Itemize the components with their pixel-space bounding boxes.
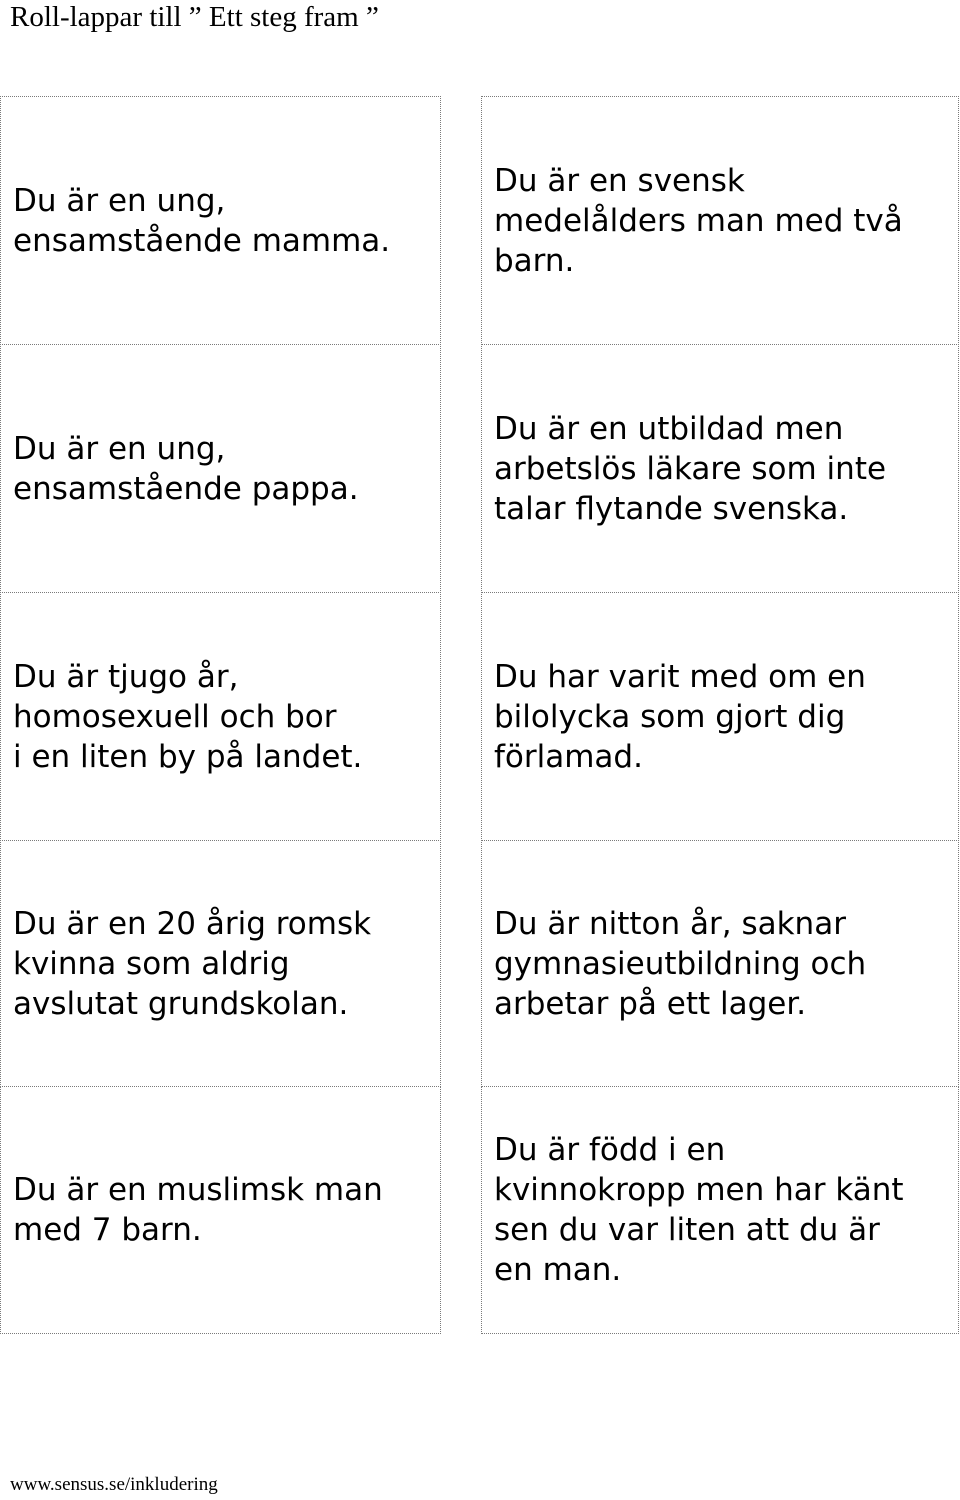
role-card-text: Du är tjugo år, homosexuell och bor i en liten by på landet. bbox=[13, 658, 363, 775]
role-card bbox=[0, 592, 441, 841]
page-title: Roll-lappar till ” Ett steg fram ” bbox=[10, 1, 379, 33]
role-card bbox=[481, 344, 959, 593]
role-card-text: Du är en svensk medelålders man med två barn. bbox=[494, 162, 903, 279]
role-card-text: Du har varit med om en bilolycka som gjort dig förlamad. bbox=[494, 658, 866, 775]
role-card bbox=[0, 96, 441, 345]
role-card-text: Du är nitton år, saknar gymnasieutbildning och arbetar på ett lager. bbox=[494, 905, 867, 1022]
role-card bbox=[0, 840, 441, 1087]
role-card-text: Du är en 20 årig romsk kvinna som aldrig avslutat grundskolan. bbox=[13, 905, 372, 1022]
role-card bbox=[481, 592, 959, 841]
role-card bbox=[481, 1086, 959, 1334]
footer-url: www.sensus.se/inkludering bbox=[10, 1474, 218, 1495]
role-card bbox=[0, 344, 441, 593]
role-card-text: Du är en ung, ensamstående mamma. bbox=[13, 182, 391, 259]
role-card-text: Du är en ung, ensamstående pappa. bbox=[13, 430, 359, 507]
role-card bbox=[0, 1086, 441, 1334]
role-card bbox=[481, 840, 959, 1087]
role-card-text: Du är en muslimsk man med 7 barn. bbox=[13, 1172, 383, 1248]
role-card-text: Du är född i en kvinnokropp men har känt sen du var liten att du är en man. bbox=[494, 1132, 904, 1288]
role-card-text: Du är en utbildad men arbetslös läkare som inte talar flytande svenska. bbox=[494, 410, 887, 527]
role-card bbox=[481, 96, 959, 345]
